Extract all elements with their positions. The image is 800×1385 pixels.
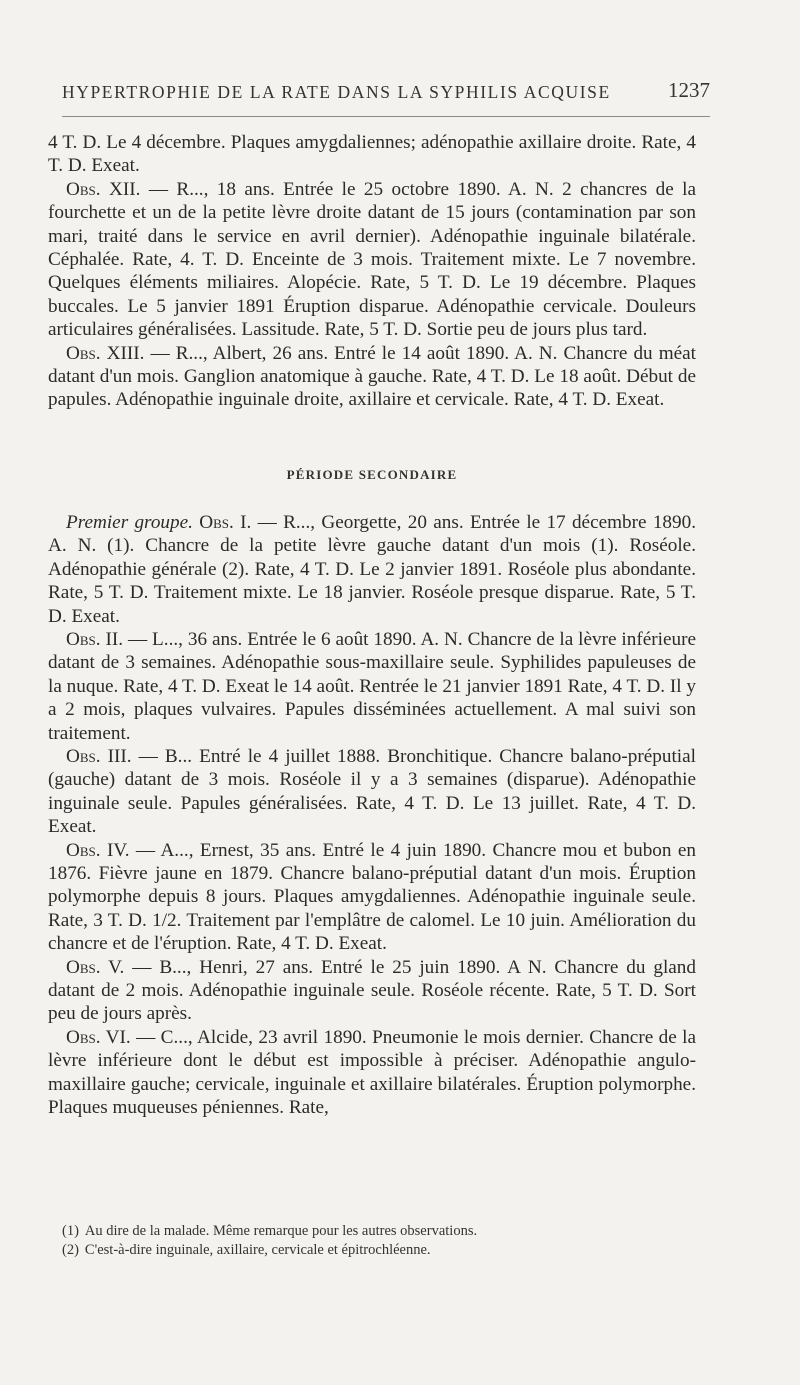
observation-label: Obs. VI. <box>66 1026 131 1048</box>
observation-label: Obs. III. <box>66 745 132 767</box>
footnote-1 <box>62 1222 702 1241</box>
observation-label: Obs. XII. <box>66 178 141 200</box>
footnote-text: C'est-à-dire inguinale, axillaire, cervicale et épitrochléenne. <box>84 1242 431 1258</box>
observation-text: — R..., Georgette, 20 ans. Entrée le 17 décembre 1890. A. N. (1). Chancre de la petite lèvre gauche datant d'un mois (1). Roséole. Adénopathie générale (2). Rate, 4 T. D. Le 2 janvier 1891. Roséole plus abondante. Rate, 5 T. D. Traitement mixte. Le 18 janvier. Roséole presque disparue. Rate, 5 T. D. Exeat. <box>48 511 697 627</box>
observation-label: Obs. II. <box>66 628 124 650</box>
observation-text: — R..., 18 ans. Entrée le 25 octobre 1890. A. N. 2 chancres de la fourchette et un de la petite lèvre droite datant de 15 jours (contamination par son mari, traité dans le service en avril dernier). Adénopathie inguinale bilatérale. Céphalée. Rate, 4. T. D. Enceinte de 3 mois. Traitement mixte. Le 7 novembre. Quelques éléments miliaires. Alopécie. Rate, 5 T. D. Le 19 décembre. Plaques buccales. Le 5 janvier 1891 Éruption disparue. Adénopathie cervicale. Douleurs articulaires généralisées. Lassitude. Rate, 5 T. D. Sortie peu de jours plus tard. <box>48 178 696 341</box>
observation-label: Obs. IV. <box>66 839 130 861</box>
header-rule <box>62 116 710 117</box>
observation-text: — C..., Alcide, 23 avril 1890. Pneumonie le mois dernier. Chancre de la lèvre inférieure dont le début est impossible à préciser. Adénopathie angulo-maxillaire gauche; cervicale, inguinale et axillaire bilatérales. Éruption polymorphe. Plaques muqueuses péniennes. Rate, <box>48 1026 696 1119</box>
observation-text: — B..., Henri, 27 ans. Entré le 25 juin 1890. A N. Chancre du gland datant de 2 mois. Adénopathie inguinale seule. Roséole récente. Rate, 5 T. D. Sort peu de jours après. <box>48 956 696 1025</box>
observation-ii <box>48 628 696 745</box>
observation-label: Obs. XIII. <box>66 342 145 364</box>
observation-v <box>48 956 696 1026</box>
observation-text: — R..., Albert, 26 ans. Entré le 14 août 1890. A. N. Chancre du méat datant d'un mois. Ganglion anatomique à gauche. Rate, 4 T. D. Le 18 août. Début de papules. Adénopathie inguinale droite, axillaire et cervicale. Rate, 4 T. D. Exeat. <box>48 342 696 411</box>
observation-text: — A..., Ernest, 35 ans. Entré le 4 juin 1890. Chancre mou et bubon en 1876. Fièvre jaune en 1879. Chancre balano-préputial datant d'un mois. Éruption polymorphe depuis 8 jours. Plaques amygdaliennes. Adénopathie inguinale seule. Rate, 3 T. D. 1/2. Traitement par l'emplâtre de calomel. Le 10 juin. Amélioration du chancre et de l'éruption. Rate, 4 T. D. Exeat. <box>48 839 697 955</box>
observation-iii <box>48 745 696 839</box>
group-title: Premier groupe. <box>66 511 193 533</box>
observation-label: Obs. I. <box>199 511 252 533</box>
page-header <box>62 78 710 108</box>
section-spacer <box>48 412 696 467</box>
observation-text: — B... Entré le 4 juillet 1888. Bronchitique. Chancre balano-préputial (gauche) datant de 3 mois. Roséole il y a 3 semaines (disparue). Adénopathie inguinale seule. Papules généralisées. Rate, 4 T. D. Le 13 juillet. Rate, 4 T. D. Exeat. <box>48 745 696 838</box>
observation-xiii <box>48 342 696 412</box>
body-text <box>48 131 696 1119</box>
observation-text: — L..., 36 ans. Entrée le 6 août 1890. A. N. Chancre de la lèvre inférieure datant de 3 semaines. Adénopathie sous-maxillaire seule. Syphilides papuleuses de la nuque. Rate, 4 T. D. Exeat le 14 août. Rentrée le 21 janvier 1891 Rate, 4 T. D. Il y a 2 mois, plaques vulvaires. Papules disséminées actuellement. A mal suivi son traitement. <box>48 628 696 744</box>
observation-xii <box>48 178 696 342</box>
observation-label: Obs. V. <box>66 956 125 978</box>
footnote-mark: (1) <box>62 1223 79 1239</box>
section-heading: PÉRIODE SECONDAIRE <box>286 466 458 482</box>
footnote-2 <box>62 1241 702 1260</box>
footnote-text: Au dire de la malade. Même remarque pour les autres observations. <box>84 1223 478 1239</box>
observation-i <box>48 511 696 628</box>
continuation-paragraph: 4 T. D. Le 4 décembre. Plaques amygdaliennes; adénopathie axillaire droite. Rate, 4 T. D. Exeat. <box>48 132 696 177</box>
observation-vi <box>48 1026 696 1120</box>
footnotes <box>62 1222 702 1260</box>
observation-iv <box>48 839 696 956</box>
page-number: 1237 <box>668 78 710 102</box>
section-spacer <box>48 483 696 511</box>
footnote-mark: (2) <box>62 1242 79 1258</box>
running-title: HYPERTROPHIE DE LA RATE DANS LA SYPHILIS ACQUISE <box>62 82 611 102</box>
